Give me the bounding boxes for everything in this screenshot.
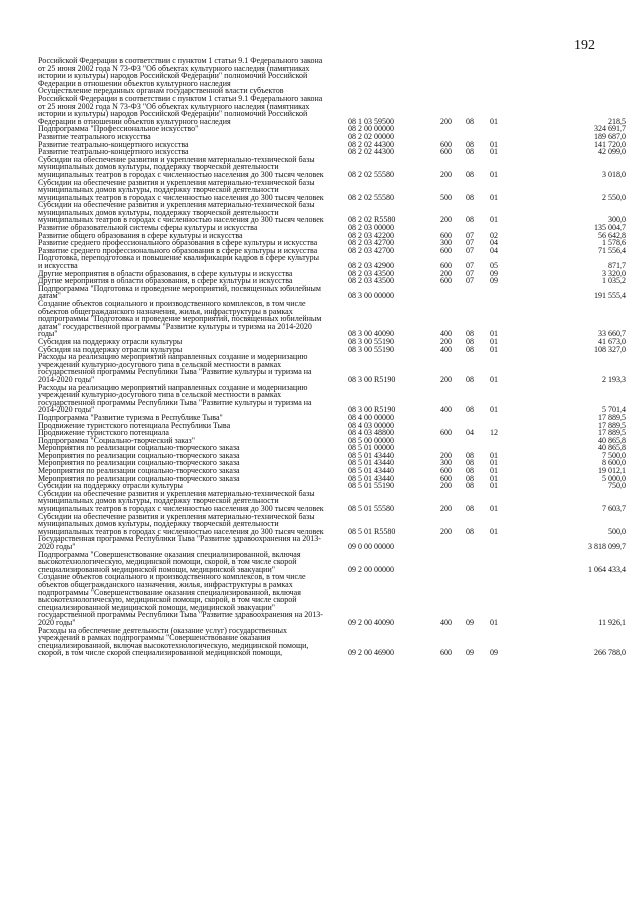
row-section: 08 — [466, 329, 474, 339]
row-amount: 3 018,0 — [602, 169, 626, 179]
row-expense-type: 200 — [440, 450, 452, 460]
row-amount: 17 889,5 — [598, 412, 626, 422]
row-code: 08 2 02 R5580 — [348, 215, 396, 225]
row-expense-type: 200 — [440, 336, 452, 346]
row-code: 08 2 02 44300 — [348, 139, 394, 149]
row-section: 07 — [466, 238, 474, 248]
table-row — [38, 201, 628, 224]
table-row — [38, 87, 628, 125]
row-section: 08 — [466, 116, 474, 126]
row-subsection: 01 — [490, 450, 498, 460]
row-section: 08 — [466, 139, 474, 149]
row-amount: 17 889,5 — [598, 428, 626, 438]
row-subsection: 01 — [490, 458, 498, 468]
table-row — [38, 179, 628, 202]
row-name: Создание объектов социального и производственного комплексов, в том числе объектов общегражданского назначения, жилья, инфраструктуры в рамках подпрограммы "Подготовка и проведение мероприятий, посвященных юбилейным датам" государственной программы "Развитие культуры и туризма на 2014-2020 годы" — [38, 299, 322, 339]
row-section: 08 — [466, 405, 474, 415]
row-name: Расходы на реализацию мероприятий направленных создание и модернизацию учреждений культурно-досугового типа в сельской местности в рамках государственной программы Республики Тыва "Развитие культуры и туризма на 2014-2020 годы" — [38, 352, 312, 384]
row-name: Подпрограмма "Профессиональное искусство" — [38, 124, 199, 134]
row-subsection: 02 — [490, 230, 498, 240]
row-amount: 8 600,0 — [602, 458, 626, 468]
row-subsection: 01 — [490, 192, 498, 202]
row-name: Развитие театрально-концертного искусства — [38, 139, 189, 149]
row-amount: 266 788,0 — [594, 648, 626, 658]
table-row — [38, 627, 628, 657]
table-row — [38, 156, 628, 179]
row-code: 08 5 01 43440 — [348, 473, 394, 483]
row-amount: 40 865,8 — [598, 435, 626, 445]
row-name: Развитие театрально-концертного искусства — [38, 147, 189, 157]
row-amount: 1 064 433,4 — [588, 564, 626, 574]
row-subsection: 01 — [490, 169, 498, 179]
table-row — [38, 513, 628, 536]
row-section: 08 — [466, 374, 474, 384]
row-amount: 7 500,0 — [602, 450, 626, 460]
row-section: 08 — [466, 336, 474, 346]
row-subsection: 01 — [490, 466, 498, 476]
row-code: 08 2 03 43500 — [348, 276, 394, 286]
row-code: 08 2 03 00000 — [348, 223, 394, 233]
row-name: Развитие театрального искусства — [38, 131, 151, 141]
row-section: 08 — [466, 466, 474, 476]
row-subsection: 01 — [490, 329, 498, 339]
row-expense-type: 200 — [440, 374, 452, 384]
row-amount: 17 889,5 — [598, 420, 626, 430]
row-name: Мероприятия по реализации социально-творческого заказа — [38, 443, 240, 453]
row-amount: 40 865,8 — [598, 443, 626, 453]
row-amount: 33 660,7 — [598, 329, 626, 339]
row-code: 09 2 00 00000 — [348, 564, 394, 574]
row-code: 08 3 00 40090 — [348, 329, 394, 339]
row-expense-type: 600 — [440, 428, 452, 438]
row-section: 08 — [466, 450, 474, 460]
row-section: 07 — [466, 261, 474, 271]
row-expense-type: 200 — [440, 526, 452, 536]
row-amount: 41 673,0 — [598, 336, 626, 346]
row-subsection: 01 — [490, 374, 498, 384]
page-number: 192 — [574, 38, 595, 53]
row-code: 08 2 03 43500 — [348, 268, 394, 278]
row-expense-type: 600 — [440, 466, 452, 476]
row-expense-type: 600 — [440, 473, 452, 483]
row-name: Мероприятия по реализации социально-творческого заказа — [38, 450, 240, 460]
row-expense-type: 600 — [440, 230, 452, 240]
row-amount: 324 691,7 — [594, 124, 626, 134]
row-amount: 11 926,1 — [598, 617, 626, 627]
table-row — [38, 254, 628, 269]
row-section: 08 — [466, 526, 474, 536]
row-name: Субсидии на обеспечение развития и укрепления материально-технической базы муниципальных домов культуры, поддержку творческой деятельности муниципальных театров в городах с численностью населения до 300 тысяч человек — [38, 488, 324, 514]
row-name: Субсидия на поддержку отрасли культуры — [38, 344, 183, 354]
row-expense-type: 400 — [440, 329, 452, 339]
row-amount: 189 687,0 — [594, 131, 626, 141]
row-name: Развитие общего образования в сфере культуры и искусства — [38, 230, 243, 240]
row-section: 08 — [466, 504, 474, 514]
row-expense-type: 500 — [440, 192, 452, 202]
row-code: 08 3 00 55190 — [348, 344, 394, 354]
row-amount: 1 578,6 — [602, 238, 626, 248]
row-subsection: 01 — [490, 526, 498, 536]
row-expense-type: 200 — [440, 268, 452, 278]
row-code: 08 4 03 48800 — [348, 428, 394, 438]
row-name: Субсидии на обеспечение развития и укрепления материально-технической базы муниципальных домов культуры, поддержку творческой деятельности муниципальных театров в городах с численностью населения до 300 тысяч человек — [38, 154, 324, 179]
row-name: Подготовка, переподготовка и повышение квалификации кадров в сфере культуры и искусства — [38, 253, 320, 271]
row-code: 08 1 03 59500 — [348, 116, 394, 126]
row-expense-type: 200 — [440, 504, 452, 514]
row-code: 08 3 00 R5190 — [348, 374, 396, 384]
row-name: Развитие среднего профессионального образования в сфере культуры и искусства — [38, 238, 318, 248]
row-expense-type: 600 — [440, 147, 452, 157]
row-name: Субсидии на обеспечение развития и укрепления материально-технической базы муниципальных домов культуры, поддержку творческой деятельности муниципальных театров в городах с численностью населения до 300 тысяч человек — [38, 200, 324, 225]
row-name: Субсидия на поддержку отрасли культуры — [38, 336, 183, 346]
row-code: 08 5 01 00000 — [348, 443, 394, 453]
row-name: Продвижение туристского потенциала Республики Тыва — [38, 420, 231, 430]
row-section: 07 — [466, 276, 474, 286]
row-expense-type: 400 — [440, 344, 452, 354]
row-code: 08 2 02 44300 — [348, 147, 394, 157]
row-code: 08 2 02 00000 — [348, 131, 394, 141]
row-code: 08 3 00 00000 — [348, 291, 394, 301]
row-subsection: 01 — [490, 481, 498, 491]
row-section: 08 — [466, 344, 474, 354]
row-name: Продвижение туристского потенциала — [38, 428, 169, 438]
row-expense-type: 600 — [440, 245, 452, 255]
row-section: 08 — [466, 458, 474, 468]
row-amount: 71 556,4 — [598, 245, 626, 255]
row-name: Субсидии на обеспечение развития и укрепления материально-технической базы муниципальных домов культуры, поддержку творческой деятельности муниципальных театров в городах с численностью населения до 300 тысяч человек — [38, 177, 324, 202]
row-name: Мероприятия по реализации социально-творческого заказа — [38, 473, 240, 483]
row-section: 08 — [466, 481, 474, 491]
row-name: Субсидии на обеспечение развития и укрепления материально-технической базы муниципальных домов культуры, поддержку творческой деятельности муниципальных театров в городах с численностью населения до 300 тысяч человек — [38, 511, 324, 536]
table-row — [38, 535, 628, 550]
row-subsection: 09 — [490, 268, 498, 278]
row-amount: 19 012,1 — [598, 466, 626, 476]
row-subsection: 01 — [490, 139, 498, 149]
row-amount: 500,0 — [608, 526, 626, 536]
row-amount: 3 320,0 — [602, 268, 626, 278]
row-name: Подпрограмма "Совершенствование оказания специализированной, включая высокотехнологическую, медицинской помощи, скорой, в том числе скорой специализированной медицинской помощи, медицинской эвакуации" — [38, 549, 301, 574]
row-amount: 1 035,2 — [602, 276, 626, 286]
row-expense-type: 200 — [440, 116, 452, 126]
table-row — [38, 285, 628, 300]
row-code: 08 3 00 R5190 — [348, 405, 396, 415]
row-name: Мероприятия по реализации социально-творческого заказа — [38, 458, 240, 468]
row-subsection: 01 — [490, 504, 498, 514]
row-code: 09 0 00 00000 — [348, 542, 394, 551]
row-amount: 42 099,0 — [598, 147, 626, 157]
row-name: Другие мероприятия в области образования, в сфере культуры и искусства — [38, 268, 293, 278]
row-expense-type: 200 — [440, 481, 452, 491]
row-code: 08 2 03 42700 — [348, 245, 394, 255]
row-section: 04 — [466, 428, 474, 438]
row-amount: 871,7 — [608, 261, 626, 271]
row-name: Подпрограмма "Социально-творческий заказ" — [38, 435, 195, 445]
row-name: Развитие образовательной системы сферы культуры и искусства — [38, 223, 258, 233]
row-subsection: 09 — [490, 276, 498, 286]
row-subsection: 01 — [490, 336, 498, 346]
table-row — [38, 551, 628, 574]
row-name: Создание объектов социального и производственного комплексов, в том числе объектов общегражданского назначения, жилья, инфраструктуры в рамках подпрограммы "Совершенствование оказания специализированной, включая высокотехнологическую, медицинской помощи, скорой, в том числе скорой специализированной медицинской помощи, медицинской эвакуации" государственной программы Республики Тыва "Развитие здравоохранения на 2013- 2020 годы" — [38, 572, 323, 627]
row-name: Государственная программа Республики Тыва "Развитие здравоохранения на 2013- 2020 годы" — [38, 534, 321, 551]
row-amount: 750,0 — [608, 481, 626, 491]
row-code: 08 2 00 00000 — [348, 124, 394, 134]
row-code: 09 2 00 46900 — [348, 648, 394, 658]
row-name: Осуществление переданных органам государственной власти субъектов Российской Федерации в соответствии с пунктом 1 статьи 9.1 Федерального закона от 25 июня 2002 года N 73-ФЗ "Об объектах культурного наследия (памятниках истории и культуры) народов Российской Федерации" полномочий Российской Федерации в отношении объектов культурного наследия — [38, 86, 323, 126]
row-amount: 108 327,0 — [594, 344, 626, 354]
row-code: 08 5 01 55190 — [348, 481, 394, 491]
row-section: 07 — [466, 268, 474, 278]
row-subsection: 01 — [490, 617, 498, 627]
row-code: 08 2 02 55580 — [348, 192, 394, 202]
row-subsection: 01 — [490, 215, 498, 225]
row-code: 09 2 00 40090 — [348, 617, 394, 627]
row-section: 08 — [466, 192, 474, 202]
row-code: 08 5 01 R5580 — [348, 526, 396, 536]
row-code: 08 2 03 42200 — [348, 230, 394, 240]
row-subsection: 04 — [490, 238, 498, 248]
row-subsection: 01 — [490, 344, 498, 354]
row-subsection: 01 — [490, 405, 498, 415]
row-section: 09 — [466, 648, 474, 658]
row-expense-type: 600 — [440, 648, 452, 658]
row-expense-type: 300 — [440, 458, 452, 468]
row-amount: 2 193,3 — [602, 374, 626, 384]
row-code: 08 2 02 55580 — [348, 169, 394, 179]
row-code: 08 3 00 55190 — [348, 336, 394, 346]
row-subsection: 01 — [490, 147, 498, 157]
row-name: Подпрограмма "Развитие туризма в Республике Тыва" — [38, 412, 223, 422]
row-code: 08 5 00 00000 — [348, 435, 394, 445]
row-amount: 141 720,0 — [594, 139, 626, 149]
row-subsection: 04 — [490, 245, 498, 255]
row-name: Субсидии на поддержку отрасли культуры — [38, 481, 183, 491]
row-section: 08 — [466, 215, 474, 225]
row-name: Другие мероприятия в области образования, в сфере культуры и искусства — [38, 276, 293, 286]
row-subsection: 12 — [490, 428, 498, 438]
row-expense-type: 600 — [440, 261, 452, 271]
row-section: 09 — [466, 617, 474, 627]
row-amount: 5 000,0 — [602, 473, 626, 483]
row-expense-type: 300 — [440, 238, 452, 248]
row-subsection: 09 — [490, 648, 498, 658]
row-code: 08 2 03 42900 — [348, 261, 394, 271]
row-amount: 2 550,0 — [602, 192, 626, 202]
row-amount: 300,0 — [608, 215, 626, 225]
row-section: 07 — [466, 245, 474, 255]
row-code: 08 5 01 43440 — [348, 450, 394, 460]
row-name: Расходы на обеспечение деятельности (оказание услуг) государственных учреждений в рамках подпрограммы "Совершенствование оказания специализированной, включая высокотехнологическую, медицинской помощи, скорой, в том числе скорой специализированной медицинской помощи, — [38, 625, 309, 658]
row-amount: 56 642,8 — [598, 230, 626, 240]
row-name: Расходы на реализацию мероприятий направленных создание и модернизацию учреждений культурно-досугового типа в сельской местности в рамках государственной программы Республики Тыва "Развитие культуры и туризма на 2014-2020 годы" — [38, 382, 312, 415]
row-name: Подпрограмма "Подготовка и проведение мероприятий, посвященных юбилейным датам" — [38, 283, 321, 301]
row-expense-type: 200 — [440, 215, 452, 225]
table-row — [38, 490, 628, 513]
row-amount: 218,5 — [608, 116, 626, 126]
row-code: 08 5 01 55580 — [348, 504, 394, 514]
row-amount: 7 603,7 — [602, 504, 626, 514]
table-row — [38, 353, 628, 383]
row-amount: 5 701,4 — [602, 405, 626, 415]
row-section: 07 — [466, 230, 474, 240]
row-code: 08 5 01 43440 — [348, 458, 394, 468]
row-subsection: 01 — [490, 116, 498, 126]
table-row — [38, 57, 628, 87]
row-amount: 3 818 099,7 — [588, 542, 626, 551]
row-code: 08 4 03 00000 — [348, 420, 394, 430]
row-expense-type: 600 — [440, 276, 452, 286]
row-code: 08 5 01 43440 — [348, 466, 394, 476]
row-amount: 191 555,4 — [594, 291, 626, 301]
row-subsection: 01 — [490, 473, 498, 483]
row-subsection: 05 — [490, 261, 498, 271]
row-expense-type: 400 — [440, 617, 452, 627]
row-code: 08 2 03 42700 — [348, 238, 394, 248]
row-expense-type: 600 — [440, 139, 452, 149]
row-expense-type: 200 — [440, 169, 452, 179]
budget-table — [38, 57, 628, 657]
table-row — [38, 300, 628, 338]
table-row — [38, 384, 628, 414]
row-name: Российской Федерации в соответствии с пунктом 1 статьи 9.1 Федерального закона от 25 июня 2002 года N 73-ФЗ "Об объектах культурного наследия (памятниках истории и культуры) народов Российской Федерации" полномочий Российской Федерации в отношении объектов культурного наследия — [38, 56, 323, 88]
row-section: 08 — [466, 147, 474, 157]
row-name: Мероприятия по реализации социально-творческого заказа — [38, 466, 240, 476]
row-amount: 135 004,7 — [594, 223, 626, 233]
row-code: 08 4 00 00000 — [348, 412, 394, 422]
row-section: 08 — [466, 169, 474, 179]
row-expense-type: 400 — [440, 405, 452, 415]
table-row — [38, 573, 628, 626]
row-name: Развитие среднего профессионального образования в сфере культуры и искусства — [38, 245, 318, 255]
row-section: 08 — [466, 473, 474, 483]
